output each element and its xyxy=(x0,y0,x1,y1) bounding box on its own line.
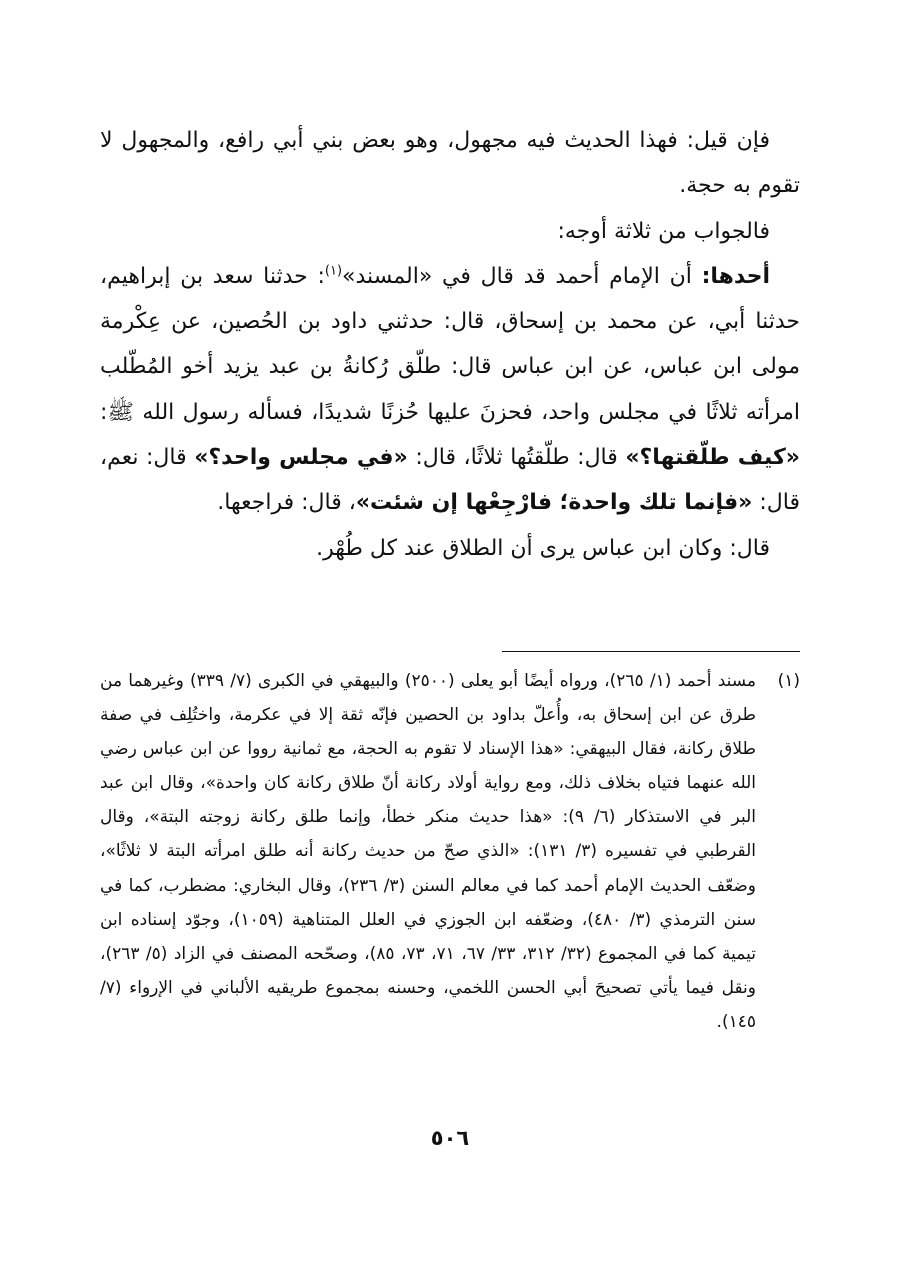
paragraph-ibn-abbas-view: قال: وكان ابن عباس يرى أن الطلاق عند كل طُهْر. xyxy=(316,535,770,561)
prophet-quote-3: «فإنما تلك واحدة؛ فارْجِعْها إن شئت» xyxy=(355,490,753,516)
footnote-number: (١) xyxy=(777,671,800,691)
footnote-reference-marker[interactable]: (١) xyxy=(324,263,343,279)
first-aspect-text-mid-1: قال: طلّقتُها ثلاثًا، قال: xyxy=(407,445,626,471)
prophet-quote-1: «كيف طلّقتها؟» xyxy=(625,445,800,471)
first-aspect-lead: أحدها: xyxy=(701,263,771,289)
main-text xyxy=(100,118,800,571)
paragraph-answer-intro: فالجواب من ثلاثة أوجه: xyxy=(557,218,770,244)
page-body xyxy=(100,118,800,571)
first-aspect-text-before-ref: أن الإمام أحمد قد قال في «المسند» xyxy=(342,263,702,289)
page-number: ٥٠٦ xyxy=(430,1126,470,1150)
footnotes xyxy=(100,664,800,1039)
footnote-item xyxy=(100,664,800,1039)
footnote-text: مسند أحمد (١/ ٢٦٥)، ورواه أيضًا أبو يعلى (٢٥٠٠) والبيهقي في الكبرى (٧/ ٣٣٩) وغيرهما من طرق عن ابن إسحاق به، وأُعلّ بداود بن الحصين فإنّه ثقة إلا في عكرمة، واختُلِف في صفة طلاق ركانة، فقال البيهقي: «هذا الإسناد لا تقوم به الحجة، مع ثمانية رووا عن ابن عباس رضي الله عنهما فتياه بخلاف ذلك، ومع رواية أولاد ركانة أنّ طلاق ركانة كان واحدة»، وقال ابن عبد البر في الاستذكار (٦/ ٩): «هذا حديث منكر خطأ، وإنما طلق ركانة زوجته البتة»، وقال القرطبي في تفسيره (٣/ ١٣١): «الذي صحّ من حديث ركانة أنه طلق امرأته البتة لا ثلاثًا»، وضعّف الحديث الإمام أحمد كما في معالم السنن (٣/ ٢٣٦)، وقال البخاري: مضطرب، كما في سنن الترمذي (٣/ ٤٨٠)، وضعّفه ابن الجوزي في العلل المتناهية (١٠٥٩)، وجوّد إسناده ابن تيمية كما في المجموع (٣٢/ ٣١٢، ٣٣/ ٦٧، ٧١، ٧٣، ٨٥)، وصحّحه المصنف في الزاد (٥/ ٢٦٣)، ونقل فيما يأتي تصحيحَ أبي الحسن اللخمي، وحسنه بمجموع طريقيه الألباني في الإرواء (٧/ ١٤٥). xyxy=(100,671,757,1032)
first-aspect-text-mid-2: قال: نعم، قال: xyxy=(100,445,800,516)
paragraph-objection: فإن قيل: فهذا الحديث فيه مجهول، وهو بعض بني أبي رافع، والمجهول لا تقوم به حجة. xyxy=(100,128,800,199)
footnote-divider xyxy=(502,651,800,652)
paragraph-first-aspect xyxy=(100,254,800,526)
first-aspect-text-after-ref: : حدثنا سعد بن إبراهيم، حدثنا أبي، عن محمد بن إسحاق، قال: حدثني داود بن الحُصين، عن عِكْرمة مولى ابن عباس، عن ابن عباس قال: طلّق رُكانةُ بن عبد يزيد أخو المُطّلب امرأته ثلاثًا في مجلس واحد، فحزنَ عليها حُزنًا شديدًا، فسأله رسول الله ﷺ: xyxy=(100,263,800,425)
first-aspect-text-end: ، قال: فراجعها. xyxy=(217,490,356,516)
prophet-quote-2: «في مجلس واحد؟» xyxy=(194,445,408,471)
